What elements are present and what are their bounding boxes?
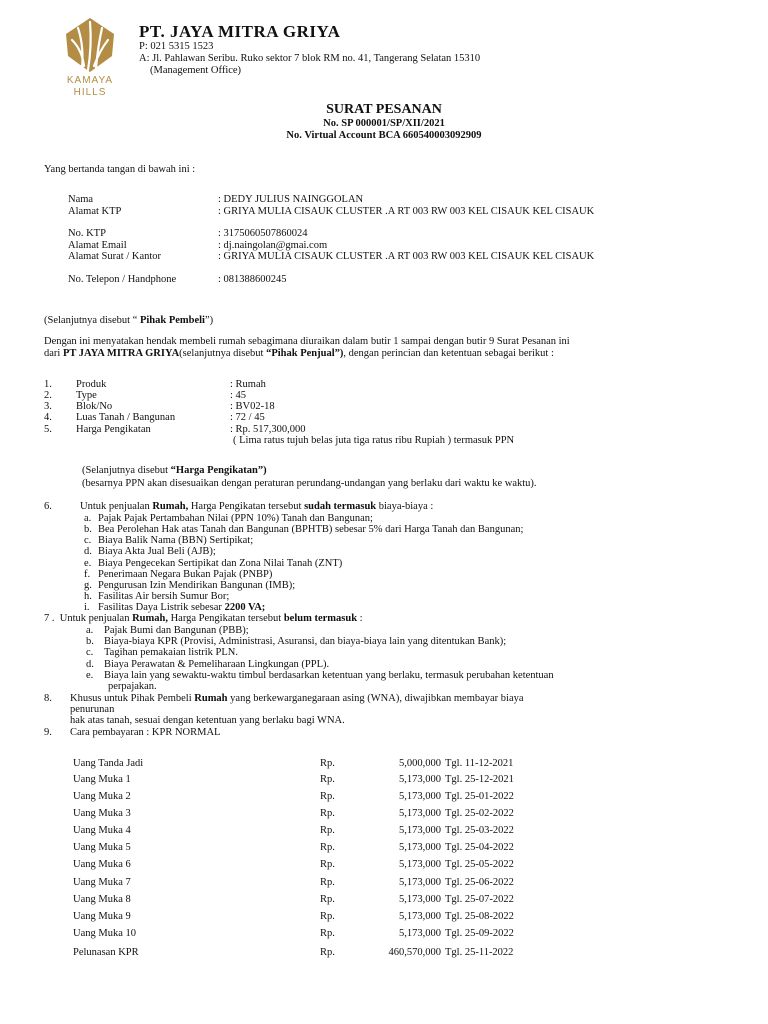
payment-date: Tgl. 25-04-2022 <box>445 842 514 853</box>
payment-amount: 5,173,000 <box>399 894 441 905</box>
point-text <box>70 693 524 705</box>
payment-amount: 5,173,000 <box>399 911 441 922</box>
payment-currency: Rp. <box>320 859 335 870</box>
company-name: PT. JAYA MITRA GRIYA <box>139 22 341 41</box>
text: , dengan perincian dan ketentuan sebagai berikut : <box>343 348 554 359</box>
payment-date: Tgl. 25-02-2022 <box>445 808 514 819</box>
payment-name: Uang Tanda Jadi <box>73 758 144 769</box>
payment-amount: 5,173,000 <box>399 774 441 785</box>
item-label: Blok/No <box>76 401 113 412</box>
item-number: 1. <box>44 379 52 390</box>
payment-date: Tgl. 25-09-2022 <box>445 928 514 939</box>
sub-marker: d. <box>86 659 94 670</box>
identity-value: : 081388600245 <box>218 274 287 285</box>
sub-text: Pajak Pajak Pertambahan Nilai (PPN 10%) Tanah dan Bangunan; <box>98 513 373 524</box>
payment-amount: 5,173,000 <box>399 928 441 939</box>
sub-marker: e. <box>84 558 92 569</box>
payment-currency: Rp. <box>320 947 335 958</box>
company-office: (Management Office) <box>150 65 242 76</box>
payment-currency: Rp. <box>320 791 335 802</box>
item-value: : 45 <box>230 390 247 401</box>
bold-text: belum termasuk <box>283 613 358 624</box>
payment-date: Tgl. 11-12-2021 <box>445 758 514 769</box>
item-number: 2. <box>44 390 52 401</box>
sub-marker: a. <box>86 625 94 636</box>
sub-marker: a. <box>84 513 92 524</box>
payment-date: Tgl. 25-01-2022 <box>445 791 514 802</box>
sub-continuation: perpajakan. <box>108 681 157 692</box>
payment-currency: Rp. <box>320 774 335 785</box>
company-address: A: Jl. Pahlawan Seribu. Ruko sektor 7 blok RM no. 41, Tangerang Selatan 15310 <box>139 53 481 64</box>
sub-marker: f. <box>84 569 91 580</box>
sub-text: Biaya Perawatan & Pemeliharaan Lingkungan (PPL). <box>104 659 330 670</box>
identity-label: Alamat Email <box>68 240 127 251</box>
bold-text: Rumah, <box>132 613 168 624</box>
sub-text: Bea Perolehan Hak atas Tanah dan Bangunan (BPHTB) sebesar 5% dari Harga Tanah dan Bangunan; <box>98 524 524 535</box>
point-number: 6. <box>44 501 52 512</box>
payment-amount: 5,173,000 <box>399 791 441 802</box>
point-number: 7 . <box>44 613 55 624</box>
text: dari <box>44 348 63 359</box>
sub-text: Fasilitas Air bersih Sumur Bor; <box>98 591 230 602</box>
text: Harga Pengikatan tersebut <box>167 613 284 624</box>
logo-text-kamaya: KAMAYA <box>66 75 114 86</box>
payment-date: Tgl. 25-06-2022 <box>445 877 514 888</box>
identity-value: : GRIYA MULIA CISAUK CLUSTER .A RT 003 RW 003 KEL CISAUK KEL CISAUK <box>218 206 595 217</box>
payment-currency: Rp. <box>320 928 335 939</box>
harga-note-line: (besarnya PPN akan disesuaikan dengan peraturan perundang-undangan yang berlaku dari waktu ke waktu). <box>82 478 537 489</box>
payment-amount: 5,173,000 <box>399 877 441 888</box>
point-heading <box>80 501 433 513</box>
payment-currency: Rp. <box>320 825 335 836</box>
identity-label: No. KTP <box>68 228 106 239</box>
identity-label: No. Telepon / Handphone <box>68 274 177 285</box>
item-number: 3. <box>44 401 52 412</box>
payment-date: Tgl. 25-12-2021 <box>445 774 514 785</box>
sub-marker: d. <box>84 546 92 557</box>
text: Untuk penjualan <box>59 613 133 624</box>
identity-value: : DEDY JULIUS NAINGGOLAN <box>218 194 364 205</box>
bold-text: Rumah <box>194 693 228 704</box>
bold-text: “Harga Pengikatan”) <box>170 465 267 476</box>
payment-date: Tgl. 25-08-2022 <box>445 911 514 922</box>
point-text: penurunan <box>70 704 115 715</box>
payment-name: Uang Muka 9 <box>73 911 131 922</box>
sub-text: Biaya Akta Jual Beli (AJB); <box>98 546 216 557</box>
text: (Selanjutnya disebut “ <box>44 315 140 326</box>
sub-text: Biaya lain yang sewaktu-waktu timbul berdasarkan ketentuan yang berlaku, termasuk perubahan ketentuan <box>104 670 554 681</box>
payment-schedule <box>73 758 533 968</box>
payment-date: Tgl. 25-05-2022 <box>445 859 514 870</box>
payment-amount: 460,570,000 <box>388 947 441 958</box>
point-text: hak atas tanah, sesuai dengan ketentuan yang berlaku bagi WNA. <box>70 715 345 726</box>
sub-marker: i. <box>84 602 90 613</box>
text: yang berkewarganegaraan asing (WNA), diwajibkan membayar biaya <box>227 693 524 704</box>
intro-text: Yang bertanda tangan di bawah ini : <box>44 164 196 175</box>
payment-name: Uang Muka 7 <box>73 877 131 888</box>
harga-terbilang: ( Lima ratus tujuh belas juta tiga ratus ribu Rupiah ) termasuk PPN <box>233 435 515 446</box>
payment-name: Pelunasan KPR <box>73 947 139 958</box>
payment-currency: Rp. <box>320 808 335 819</box>
document-title: SURAT PESANAN <box>326 102 442 117</box>
text: Untuk penjualan <box>80 501 153 512</box>
sub-marker: e. <box>86 670 94 681</box>
item-value: : BV02-18 <box>230 401 275 412</box>
payment-method: Cara pembayaran : KPR NORMAL <box>70 727 221 738</box>
payment-amount: 5,173,000 <box>399 842 441 853</box>
logo-text-hills: HILLS <box>73 87 107 98</box>
item-label: Luas Tanah / Bangunan <box>76 412 176 423</box>
sub-marker: c. <box>84 535 92 546</box>
leaf-emblem-icon <box>54 16 126 74</box>
sub-text: Biaya Balik Nama (BBN) Sertipikat; <box>98 535 254 546</box>
item-number: 4. <box>44 412 52 423</box>
sub-marker: b. <box>84 524 92 535</box>
payment-amount: 5,173,000 <box>399 825 441 836</box>
item-label: Harga Pengikatan <box>76 424 151 435</box>
harga-note-line <box>82 465 267 477</box>
item-value: : 72 / 45 <box>230 412 265 423</box>
identity-label: Nama <box>68 194 94 205</box>
identity-label: Alamat Surat / Kantor <box>68 251 162 262</box>
text: Fasilitas Daya Listrik sebesar <box>98 602 225 613</box>
text: Khusus untuk Pihak Pembeli <box>70 693 195 704</box>
sub-text: Biaya Pengecekan Sertipikat dan Zona Nilai Tanah (ZNT) <box>98 558 343 569</box>
payment-name: Uang Muka 3 <box>73 808 131 819</box>
pihak-pembeli-line <box>44 315 213 327</box>
paragraph-line: Dengan ini menyatakan hendak membeli rumah sebagimana diuraikan dalam butir 1 sampai dengan butir 9 Surat Pesanan ini <box>44 336 570 347</box>
item-value: : Rp. 517,300,000 <box>230 424 306 435</box>
identity-value: : 3175060507860024 <box>218 228 308 239</box>
payment-name: Uang Muka 6 <box>73 859 131 870</box>
payment-currency: Rp. <box>320 842 335 853</box>
sub-text: Pengurusan Izin Mendirikan Bangunan (IMB); <box>98 580 296 591</box>
seller-name: PT JAYA MITRA GRIYA <box>62 348 180 359</box>
paragraph-line <box>44 348 554 360</box>
item-value: : Rumah <box>230 379 266 390</box>
bold-text: “Pihak Penjual”) <box>266 348 344 359</box>
payment-name: Uang Muka 5 <box>73 842 131 853</box>
payment-name: Uang Muka 2 <box>73 791 131 802</box>
item-number: 5. <box>44 424 52 435</box>
payment-name: Uang Muka 1 <box>73 774 131 785</box>
identity-label: Alamat KTP <box>68 206 122 217</box>
payment-currency: Rp. <box>320 911 335 922</box>
payment-currency: Rp. <box>320 894 335 905</box>
sub-text: Tagihan pemakaian listrik PLN. <box>104 647 238 658</box>
bold-text: Rumah, <box>152 501 189 512</box>
identity-value: : GRIYA MULIA CISAUK CLUSTER .A RT 003 RW 003 KEL CISAUK KEL CISAUK <box>218 251 595 262</box>
payment-amount: 5,173,000 <box>399 859 441 870</box>
item-label: Type <box>76 390 97 401</box>
text: ”) <box>204 315 214 326</box>
sp-number: No. SP 000001/SP/XII/2021 <box>323 118 445 129</box>
sub-marker: g. <box>84 580 92 591</box>
payment-amount: 5,173,000 <box>399 808 441 819</box>
sub-text: Biaya-biaya KPR (Provisi, Administrasi, Asuransi, dan biaya-biaya lain yang ditentukan Bank); <box>104 636 507 647</box>
item-label: Produk <box>76 379 107 390</box>
payment-currency: Rp. <box>320 758 335 769</box>
payment-amount: 5,000,000 <box>399 758 441 769</box>
payment-name: Uang Muka 10 <box>73 928 136 939</box>
kamaya-hills-logo <box>54 16 126 98</box>
text: Harga Pengikatan tersebut <box>188 501 305 512</box>
sub-marker: h. <box>84 591 92 602</box>
identity-value: : dj.naingolan@gmai.com <box>218 240 328 251</box>
sub-marker: b. <box>86 636 94 647</box>
point-heading <box>44 613 363 625</box>
sub-marker: c. <box>86 647 94 658</box>
payment-date: Tgl. 25-07-2022 <box>445 894 514 905</box>
payment-name: Uang Muka 8 <box>73 894 131 905</box>
virtual-account-number: No. Virtual Account BCA 660540003092909 <box>286 130 482 141</box>
point-number: 9. <box>44 727 52 738</box>
sub-text: Penerimaan Negara Bukan Pajak (PNBP) <box>98 569 273 580</box>
text: (selanjutnya disebut <box>179 348 267 359</box>
sub-text: Pajak Bumi dan Bangunan (PBB); <box>104 625 249 636</box>
text: : <box>357 613 363 624</box>
bold-text: sudah termasuk <box>304 501 377 512</box>
payment-name: Uang Muka 4 <box>73 825 131 836</box>
text: (Selanjutnya disebut <box>82 465 171 476</box>
bold-text: Pihak Pembeli <box>139 315 205 326</box>
bold-text: 2200 VA; <box>224 602 266 613</box>
payment-date: Tgl. 25-11-2022 <box>445 947 514 958</box>
point-number: 8. <box>44 693 52 704</box>
text: biaya-biaya : <box>376 501 434 512</box>
company-phone: P: 021 5315 1523 <box>139 41 214 52</box>
payment-currency: Rp. <box>320 877 335 888</box>
payment-date: Tgl. 25-03-2022 <box>445 825 514 836</box>
